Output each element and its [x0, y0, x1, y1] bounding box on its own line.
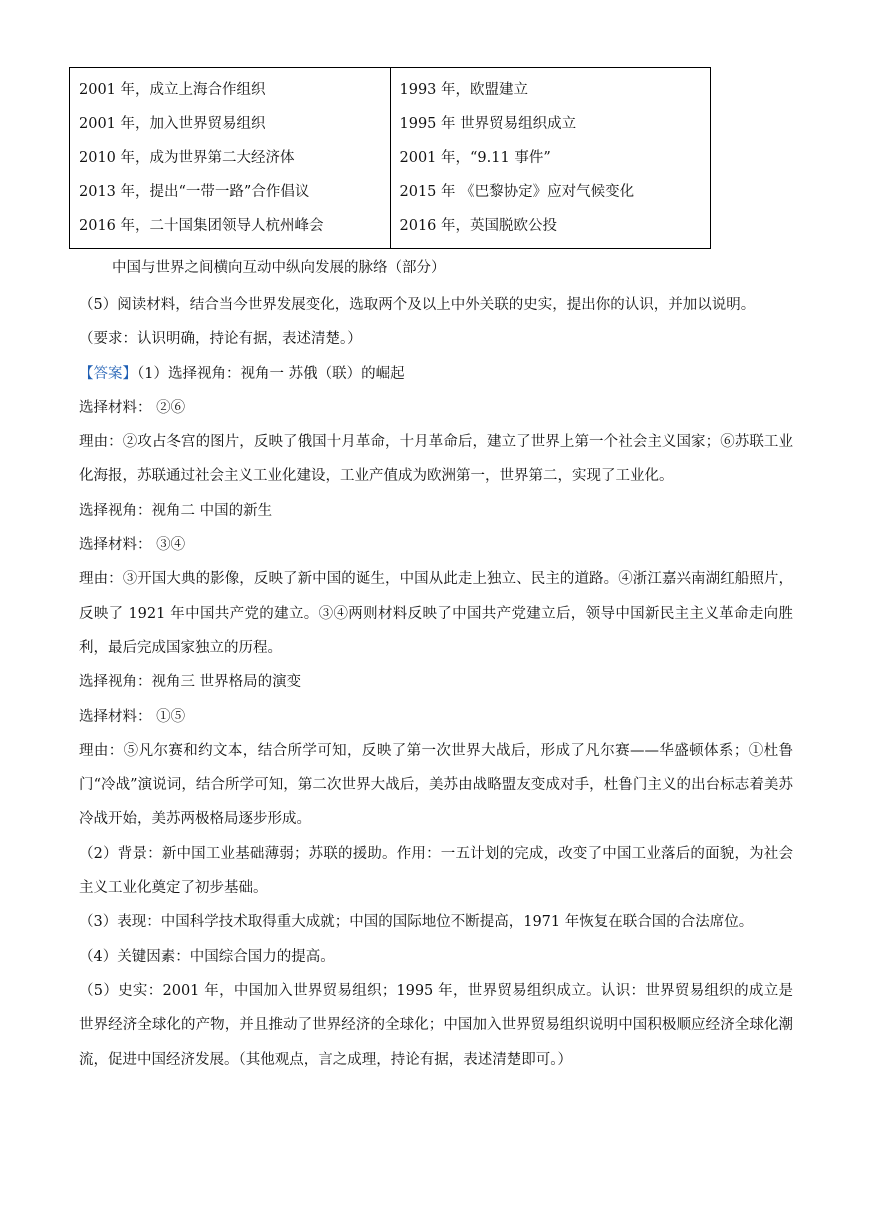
world-events-cell [390, 68, 711, 249]
china-events-cell [70, 68, 391, 249]
table-caption: 中国与世界之间横向互动中纵向发展的脉络（部分） [112, 260, 446, 276]
answer-paragraph: 选择视角：视角三 世界格局的演变 [79, 674, 302, 691]
answer-paragraph: 选择材料： ①⑤ [79, 708, 186, 725]
answer-paragraph: （3）表现：中国科学技术取得重大成就；中国的国际地位不断提高，1971 年恢复在联合国的合法席位。 [79, 914, 754, 931]
answer-paragraph: 选择视角：视角二 中国的新生 [79, 502, 273, 519]
answer-paragraph: 选择材料： ②⑥ [79, 399, 186, 416]
answer-paragraph: 选择材料： ③④ [79, 537, 186, 554]
china-event: 2016 年，二十国集团领导人杭州峰会 [79, 218, 324, 234]
world-event: 1995 年 世界贸易组织成立 [399, 116, 577, 132]
world-event: 2015 年 《巴黎协定》应对气候变化 [399, 184, 635, 200]
china-event: 2001 年，加入世界贸易组织 [79, 116, 266, 132]
timeline-table [69, 67, 711, 249]
china-event: 2001 年，成立上海合作组织 [79, 82, 266, 98]
answer-tag: 【答案】 [79, 365, 137, 382]
answer-first-line [79, 357, 793, 391]
answer-paragraph: （5）史实：2001 年，中国加入世界贸易组织；1995 年，世界贸易组织成立。认识：世界贸易组织的成立是世界经济全球化的产物，并且推动了世界经济的全球化；中国加入世界贸易组织说明中国积极顺应经济全球化潮流，促进中国经济发展。（其他观点，言之成理，持论有据，表述清楚即可。） [79, 982, 793, 1068]
answer-paragraph: 理由：②攻占冬宫的图片，反映了俄国十月革命，十月革命后，建立了世界上第一个社会主义国家；⑥苏联工业化海报，苏联通过社会主义工业化建设，工业产值成为欧洲第一，世界第二，实现了工业化。 [79, 434, 793, 485]
answer-first-line-text: （1）选择视角：视角一 苏俄（联）的崛起 [137, 365, 405, 382]
answer-paragraph: 理由：⑤凡尔赛和约文本，结合所学可知，反映了第一次世界大战后，形成了凡尔赛——华盛顿体系；①杜鲁门“冷战”演说词，结合所学可知，第二次世界大战后，美苏由战略盟友变成对手，杜鲁门主义的出台标志着美苏冷战开始，美苏两极格局逐步形成。 [79, 742, 793, 828]
world-event: 1993 年，欧盟建立 [399, 82, 529, 98]
question-and-answer [79, 288, 793, 1077]
world-event: 2001 年，“9.11 事件” [399, 150, 551, 166]
question-requirement: （要求：认识明确，持论有据，表述清楚。） [79, 331, 362, 348]
china-event: 2013 年，提出“一带一路”合作倡议 [79, 184, 310, 200]
answer-paragraph: （2）背景：新中国工业基础薄弱；苏联的援助。作用：一五计划的完成，改变了中国工业落后的面貌，为社会主义工业化奠定了初步基础。 [79, 845, 793, 897]
table-row [70, 68, 711, 249]
answer-paragraph: （4）关键因素：中国综合国力的提高。 [79, 948, 335, 965]
china-event: 2010 年，成为世界第二大经济体 [79, 150, 295, 166]
question-text: （5）阅读材料，结合当今世界发展变化，选取两个及以上中外关联的史实，提出你的认识，并加以说明。 [79, 297, 756, 313]
answer-paragraph: 理由：③开国大典的影像，反映了新中国的诞生，中国从此走上独立、民主的道路。④浙江嘉兴南湖红船照片，反映了 1921 年中国共产党的建立。③④两则材料反映了中国共产党建立后，领导中国新民主主义革命走向胜利，最后完成国家独立的历程。 [79, 571, 793, 656]
world-event: 2016 年，英国脱欧公投 [399, 218, 558, 234]
